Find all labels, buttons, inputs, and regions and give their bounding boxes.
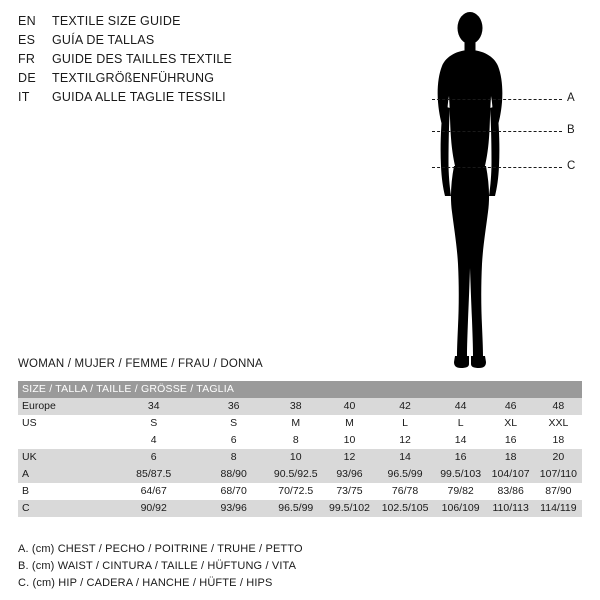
guide-line-c [432,167,562,168]
cell: 107/110 [535,466,582,483]
cell: 99.5/103 [435,466,487,483]
cell: 36 [199,398,268,415]
language-row [18,52,438,71]
cell: 83/86 [487,483,535,500]
cell: 96.5/99 [268,500,324,517]
table-header-cell [375,381,434,398]
cell: 6 [108,449,199,466]
cell: 6 [199,432,268,449]
cell: L [375,415,434,432]
cell: 64/67 [108,483,199,500]
table-row [18,415,582,432]
cell: 87/90 [535,483,582,500]
cell: 90.5/92.5 [268,466,324,483]
guide-label-c: C [567,160,576,172]
row-label: B [18,483,108,500]
cell: 90/92 [108,500,199,517]
language-title: TEXTILGRÖßENFÜHRUNG [52,71,215,85]
size-table [18,381,582,517]
row-label: C [18,500,108,517]
cell: 18 [487,449,535,466]
cell: 114/119 [535,500,582,517]
cell: 20 [535,449,582,466]
cell: 70/72.5 [268,483,324,500]
table-row [18,466,582,483]
cell: XL [487,415,535,432]
language-title: GUÍA DE TALLAS [52,33,155,47]
cell: 16 [435,449,487,466]
table-caption: WOMAN / MUJER / FEMME / FRAU / DONNA [18,358,263,370]
guide-label-a: A [567,92,575,104]
language-code: ES [18,33,36,47]
cell: 93/96 [199,500,268,517]
language-title: GUIDE DES TAILLES TEXTILE [52,52,233,66]
legend-row-c: C. (cm) HIP / CADERA / HANCHE / HÜFTE / HIPS [18,577,273,589]
cell: 16 [487,432,535,449]
row-label: Europe [18,398,108,415]
cell: 99.5/102 [324,500,376,517]
cell: 42 [375,398,434,415]
cell: 93/96 [324,466,376,483]
cell: 76/78 [375,483,434,500]
guide-label-b: B [567,124,575,136]
table-header-cell [268,381,324,398]
cell: 110/113 [487,500,535,517]
cell: 48 [535,398,582,415]
language-row [18,14,438,33]
cell: 73/75 [324,483,376,500]
cell: 38 [268,398,324,415]
legend-row-b: B. (cm) WAIST / CINTURA / TAILLE / HÜFTUNG / VITA [18,560,297,572]
cell: 85/87.5 [108,466,199,483]
cell: 18 [535,432,582,449]
cell: 14 [375,449,434,466]
cell: 14 [435,432,487,449]
table-row [18,500,582,517]
cell: 46 [487,398,535,415]
cell: 102.5/105 [375,500,434,517]
cell: L [435,415,487,432]
table-header-title: SIZE / TALLA / TAILLE / GRÖSSE / TAGLIA [18,381,268,398]
cell: XXL [535,415,582,432]
language-title: TEXTILE SIZE GUIDE [52,14,181,28]
language-code: EN [18,14,36,28]
language-header [18,14,438,109]
female-silhouette-icon [410,6,530,371]
table-header-cell [435,381,487,398]
cell: 79/82 [435,483,487,500]
cell: 10 [324,432,376,449]
legend-row-a: A. (cm) CHEST / PECHO / POITRINE / TRUHE / PETTO [18,543,303,555]
table-header-cell [324,381,376,398]
guide-line-a [432,99,562,100]
language-title: GUIDA ALLE TAGLIE TESSILI [52,90,226,104]
cell: 12 [375,432,434,449]
table-row [18,483,582,500]
cell: S [199,415,268,432]
row-label: UK [18,449,108,466]
figure-area [410,0,600,375]
language-row [18,71,438,90]
cell: 40 [324,398,376,415]
language-code: IT [18,90,30,104]
language-code: DE [18,71,36,85]
language-row [18,90,438,109]
cell: 68/70 [199,483,268,500]
table-row [18,449,582,466]
cell: 10 [268,449,324,466]
cell: S [108,415,199,432]
table-row [18,398,582,415]
table-header-row [18,381,582,398]
cell: 12 [324,449,376,466]
row-label: A [18,466,108,483]
cell: M [268,415,324,432]
language-row [18,33,438,52]
row-label: US [18,415,108,432]
cell: 4 [108,432,199,449]
cell: 106/109 [435,500,487,517]
measurement-legend [18,541,578,592]
cell: 88/90 [199,466,268,483]
language-code: FR [18,52,36,66]
cell: 34 [108,398,199,415]
cell: 96.5/99 [375,466,434,483]
guide-line-b [432,131,562,132]
table-header-cell [487,381,535,398]
cell: 44 [435,398,487,415]
cell: 8 [199,449,268,466]
cell: M [324,415,376,432]
row-label [18,432,108,449]
cell: 8 [268,432,324,449]
table-header-cell [535,381,582,398]
cell: 104/107 [487,466,535,483]
table-row [18,432,582,449]
